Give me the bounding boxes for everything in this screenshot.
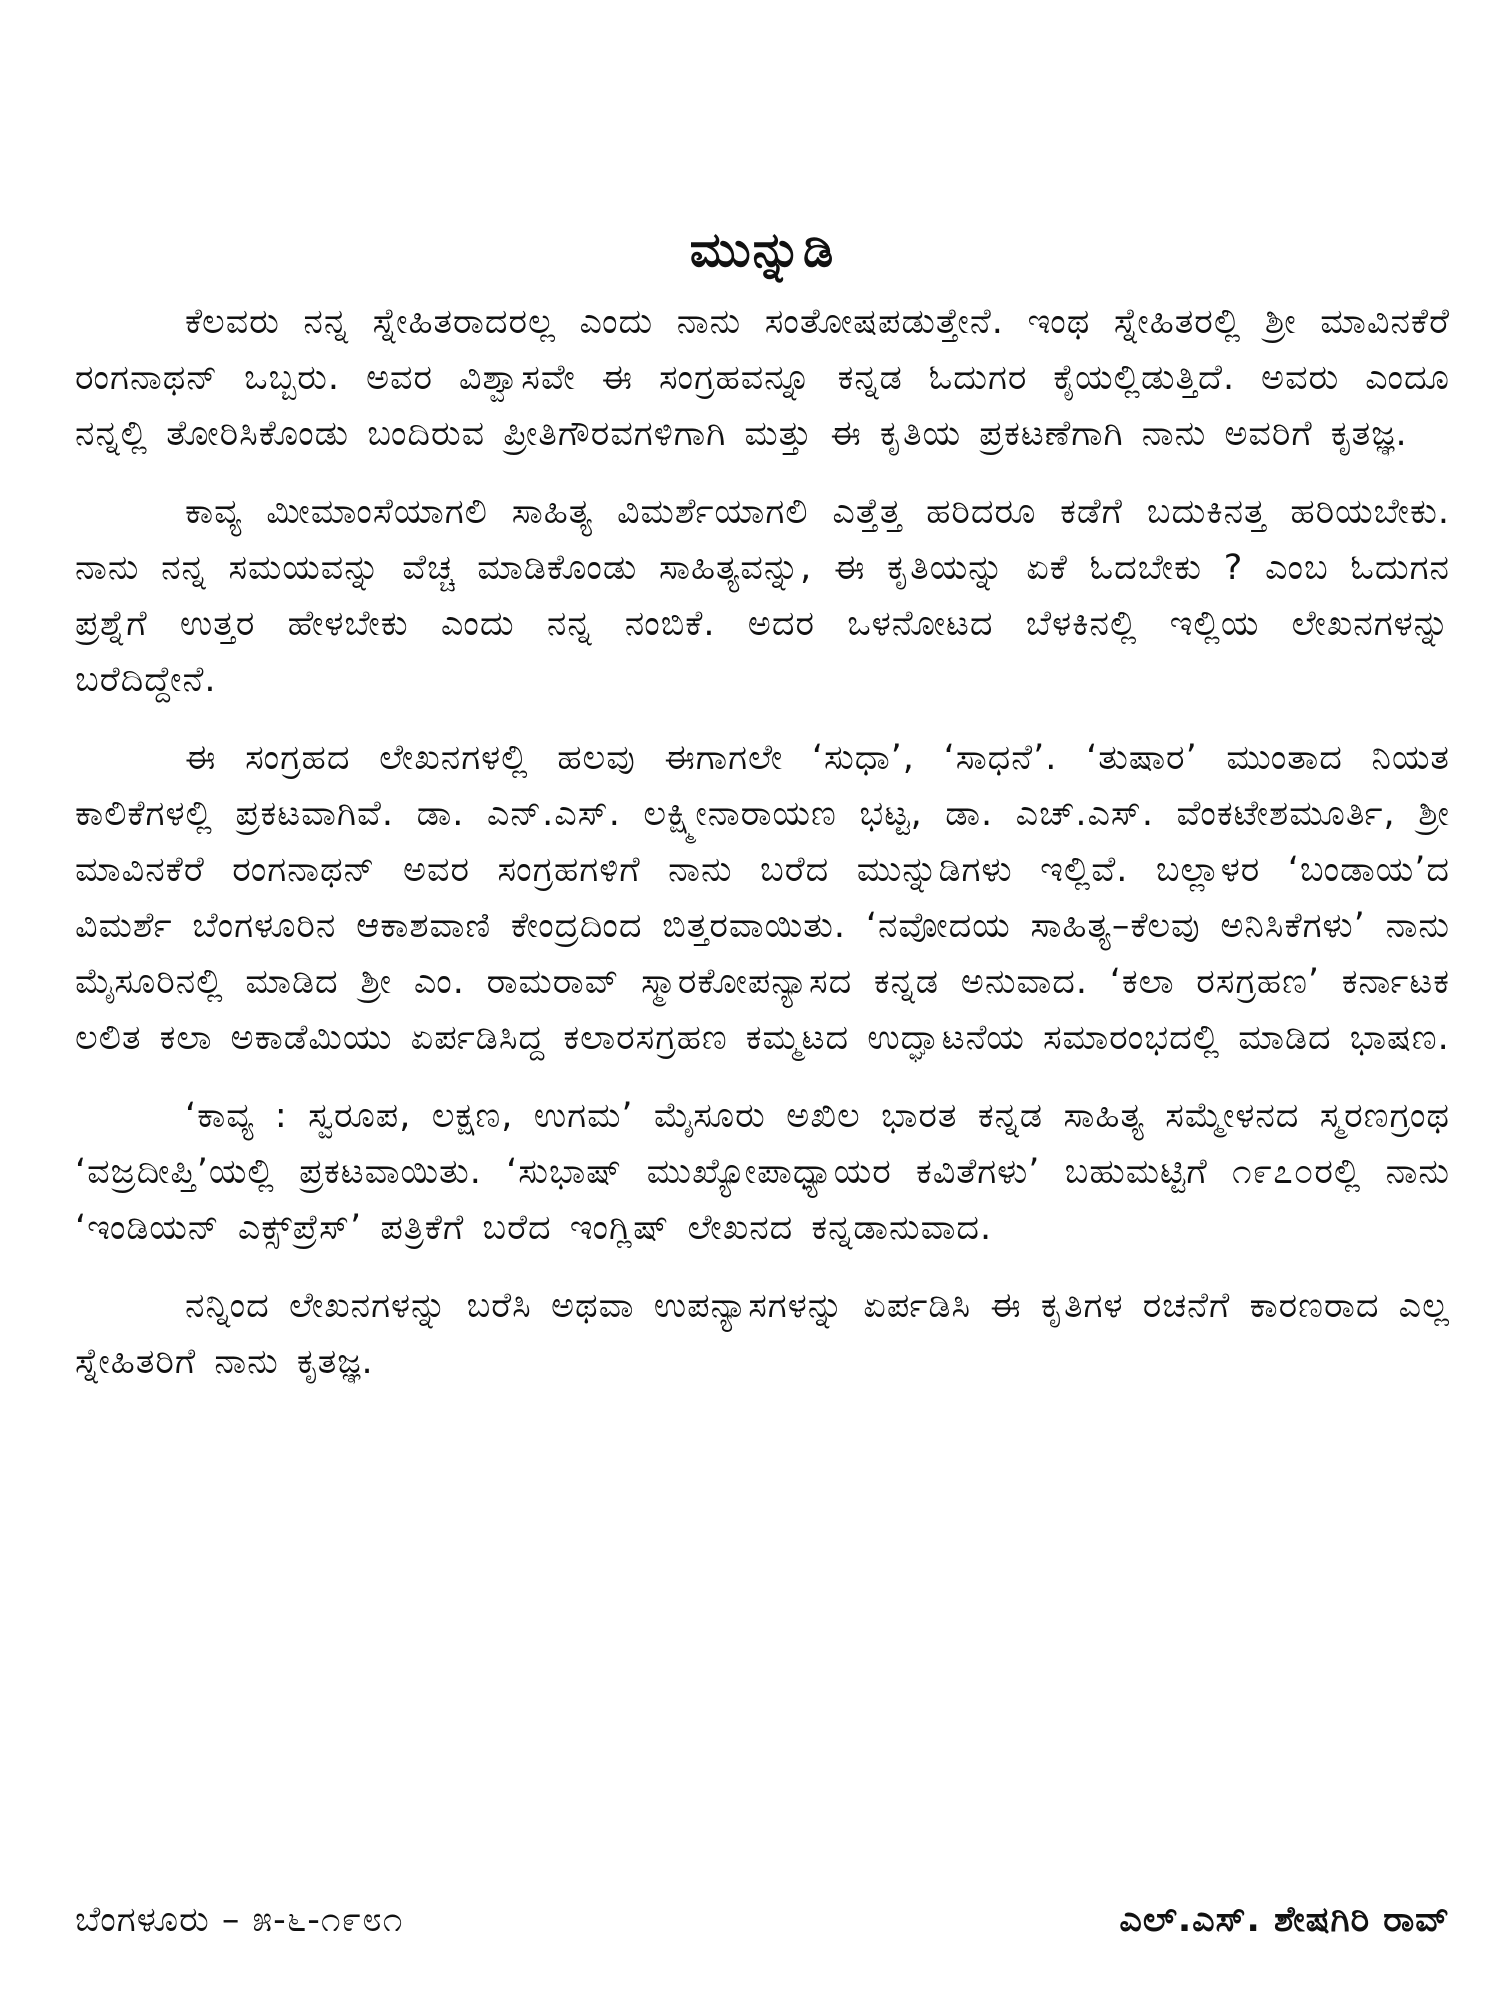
author-name: ಎಲ್.ಎಸ್. ಶೇಷಗಿರಿ ರಾವ್: [1119, 1900, 1450, 1940]
place-date: ಬೆಂಗಳೂರು – ೫-೬-೧೯೮೧: [75, 1900, 404, 1940]
paragraph-4-text: ‘ಕಾವ್ಯ : ಸ್ವರೂಪ, ಲಕ್ಷಣ, ಉಗಮ’ ಮೈಸೂರು ಅಖಿಲ ಭಾರತ ಕನ್ನಡ ಸಾಹಿತ್ಯ ಸಮ್ಮೇಳನದ ಸ್ಮರಣಗ್ರಂಥ ‘ವಜ್ರದೀಪ್ತಿ’ಯಲ್ಲಿ ಪ್ರಕಟವಾಯಿತು. ‘ಸುಭಾಷ್ ಮುಖ್ಯೋಪಾಧ್ಯಾಯರ ಕವಿತೆಗಳು’ ಬಹುಮಟ್ಟಿಗೆ ೧೯೭೦ರಲ್ಲಿ ನಾನು ‘ಇಂಡಿಯನ್ ಎಕ್ಸ್‌ಪ್ರೆಸ್’ ಪತ್ರಿಕೆಗೆ ಬರೆದ ಇಂಗ್ಲಿಷ್ ಲೇಖನದ ಕನ್ನಡಾನುವಾದ.: [75, 1096, 1450, 1248]
paragraph-5-text: ನನ್ನಿಂದ ಲೇಖನಗಳನ್ನು ಬರೆಸಿ ಅಥವಾ ಉಪನ್ಯಾಸಗಳನ್ನು ಏರ್ಪಡಿಸಿ ಈ ಕೃತಿಗಳ ರಚನೆಗೆ ಕಾರಣರಾದ ಎಲ್ಲ ಸ್ನೇಹಿತರಿಗೆ ನಾನು ಕೃತಜ್ಞ.: [75, 1286, 1450, 1382]
paragraph-2: [75, 484, 1450, 708]
paragraph-5: [75, 1278, 1450, 1390]
paragraph-1: [75, 294, 1450, 462]
signature-row: [75, 1895, 1450, 1945]
paragraph-4: [75, 1088, 1450, 1256]
page-title: ಮುನ್ನುಡಿ: [689, 222, 836, 278]
paragraph-2-text: ಕಾವ್ಯ ಮೀಮಾಂಸೆಯಾಗಲಿ ಸಾಹಿತ್ಯ ವಿಮರ್ಶೆಯಾಗಲಿ ಎತ್ತೆತ್ತ ಹರಿದರೂ ಕಡೆಗೆ ಬದುಕಿನತ್ತ ಹರಿಯಬೇಕು. ನಾನು ನನ್ನ ಸಮಯವನ್ನು ವೆಚ್ಚ ಮಾಡಿಕೊಂಡು ಸಾಹಿತ್ಯವನ್ನು, ಈ ಕೃತಿಯನ್ನು ಏಕೆ ಓದಬೇಕು ? ಎಂಬ ಓದುಗನ ಪ್ರಶ್ನೆಗೆ ಉತ್ತರ ಹೇಳಬೇಕು ಎಂದು ನನ್ನ ನಂಬಿಕೆ. ಅದರ ಒಳನೋಟದ ಬೆಳಕಿನಲ್ಲಿ ಇಲ್ಲಿಯ ಲೇಖನಗಳನ್ನು ಬರೆದಿದ್ದೇನೆ.: [75, 492, 1450, 700]
paragraph-1-text: ಕೆಲವರು ನನ್ನ ಸ್ನೇಹಿತರಾದರಲ್ಲ ಎಂದು ನಾನು ಸಂತೋಷಪಡುತ್ತೇನೆ. ಇಂಥ ಸ್ನೇಹಿತರಲ್ಲಿ ಶ್ರೀ ಮಾವಿನಕೆರೆ ರಂಗನಾಥನ್ ಒಬ್ಬರು. ಅವರ ವಿಶ್ವಾಸವೇ ಈ ಸಂಗ್ರಹವನ್ನೂ ಕನ್ನಡ ಓದುಗರ ಕೈಯಲ್ಲಿಡುತ್ತಿದೆ. ಅವರು ಎಂದೂ ನನ್ನಲ್ಲಿ ತೋರಿಸಿಕೊಂಡು ಬಂದಿರುವ ಪ್ರೀತಿಗೌರವಗಳಿಗಾಗಿ ಮತ್ತು ಈ ಕೃತಿಯ ಪ್ರಕಟಣೆಗಾಗಿ ನಾನು ಅವರಿಗೆ ಕೃತಜ್ಞ.: [75, 302, 1451, 454]
paragraph-3-text: ಈ ಸಂಗ್ರಹದ ಲೇಖನಗಳಲ್ಲಿ ಹಲವು ಈಗಾಗಲೇ ‘ಸುಧಾ’, ‘ಸಾಧನೆ’. ‘ತುಷಾರ’ ಮುಂತಾದ ನಿಯತ ಕಾಲಿಕೆಗಳಲ್ಲಿ ಪ್ರಕಟವಾಗಿವೆ. ಡಾ. ಎನ್.ಎಸ್. ಲಕ್ಷ್ಮೀನಾರಾಯಣ ಭಟ್ಟ, ಡಾ. ಎಚ್.ಎಸ್. ವೆಂಕಟೇಶಮೂರ್ತಿ, ಶ್ರೀ ಮಾವಿನಕೆರೆ ರಂಗನಾಥನ್ ಅವರ ಸಂಗ್ರಹಗಳಿಗೆ ನಾನು ಬರೆದ ಮುನ್ನುಡಿಗಳು ಇಲ್ಲಿವೆ. ಬಲ್ಲಾಳರ ‘ಬಂಡಾಯ’ದ ವಿಮರ್ಶೆ ಬೆಂಗಳೂರಿನ ಆಕಾಶವಾಣಿ ಕೇಂದ್ರದಿಂದ ಬಿತ್ತರವಾಯಿತು. ‘ನವೋದಯ ಸಾಹಿತ್ಯ–ಕೆಲವು ಅನಿಸಿಕೆಗಳು’ ನಾನು ಮೈಸೂರಿನಲ್ಲಿ ಮಾಡಿದ ಶ್ರೀ ಎಂ. ರಾಮರಾವ್ ಸ್ಮಾರಕೋಪನ್ಯಾಸದ ಕನ್ನಡ ಅನುವಾದ. ‘ಕಲಾ ರಸಗ್ರಹಣ’ ಕರ್ನಾಟಕ ಲಲಿತ ಕಲಾ ಅಕಾಡೆಮಿಯು ಏರ್ಪಡಿಸಿದ್ದ ಕಲಾರಸಗ್ರಹಣ ಕಮ್ಮಟದ ಉದ್ಘಾಟನೆಯ ಸಮಾರಂಭದಲ್ಲಿ ಮಾಡಿದ ಭಾಷಣ.: [75, 738, 1450, 1058]
paragraph-3: [75, 730, 1450, 1066]
